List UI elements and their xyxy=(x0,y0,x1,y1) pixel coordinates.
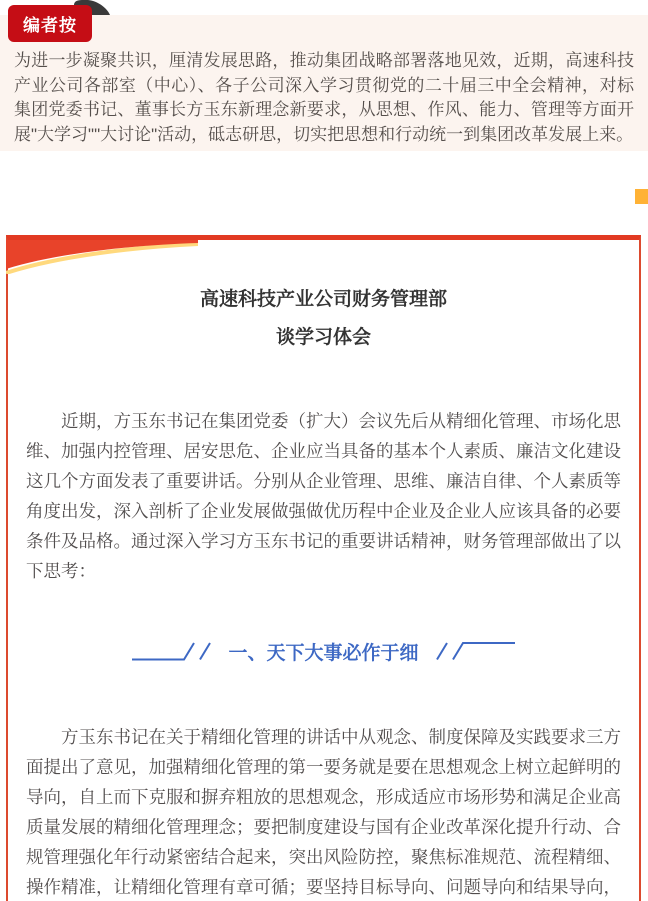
section-heading-1 xyxy=(26,638,621,664)
article-paragraph-2: 方玉东书记在关于精细化管理的讲话中从观念、制度保障及实践要求三方面提出了意见，加强精细化管理的第一要务就是要在思想观念上树立起鲜明的导向，自上而下克服和摒弃粗放的思想观念，形成适应市场形势和满足企业高质量发展的精细化管理理念；要把制度建设与国有企业改革深化提升行动、合规管理强化年行动紧密结合起来，突出风险防控，聚焦标准规范、流程精细、操作精准，让精细化管理有章可循；要坚持目标导向、问题导向和结果导向， xyxy=(26,727,621,897)
heading-right-line-icon xyxy=(429,640,515,662)
section-heading-text: 一、天下大事必作于细 xyxy=(228,642,419,664)
accent-square-decoration xyxy=(635,189,648,204)
editor-note-section xyxy=(0,15,648,151)
article-title-line1: 高速科技产业公司财务管理部 xyxy=(199,289,447,310)
article-title-line2: 谈学习体会 xyxy=(275,327,371,348)
editor-note-badge: 编者按 xyxy=(8,5,92,42)
article-card xyxy=(6,235,641,901)
article-paragraph-1: 近期，方玉东书记在集团党委（扩大）会议先后从精细化管理、市场化思维、加强内控管理、居安思危、企业应当具备的基本个人素质、廉洁文化建设这几个方面发表了重要讲话。分别从企业管理、思维、廉洁自律、个人素质等角度出发，深入剖析了企业发展做强做优历程中企业及企业人应该具备的必要条件及品格。通过深入学习方玉东书记的重要讲话精神，财务管理部做出了以下思考： xyxy=(26,411,621,581)
corner-swoosh-icon xyxy=(6,240,198,274)
editor-note-text: 为进一步凝聚共识，厘清发展思路，推动集团战略部署落地见效，近期，高速科技产业公司各部室（中心）、各子公司深入学习贯彻党的二十届三中全会精神，对标集团党委书记、董事长方玉东新理念新要求，从思想、作风、能力、管理等方面开展"大学习""大讨论"活动，砥志研思，切实把思想和行动统一到集团改革发展上来。 xyxy=(14,51,634,144)
heading-left-line-icon xyxy=(132,640,218,662)
